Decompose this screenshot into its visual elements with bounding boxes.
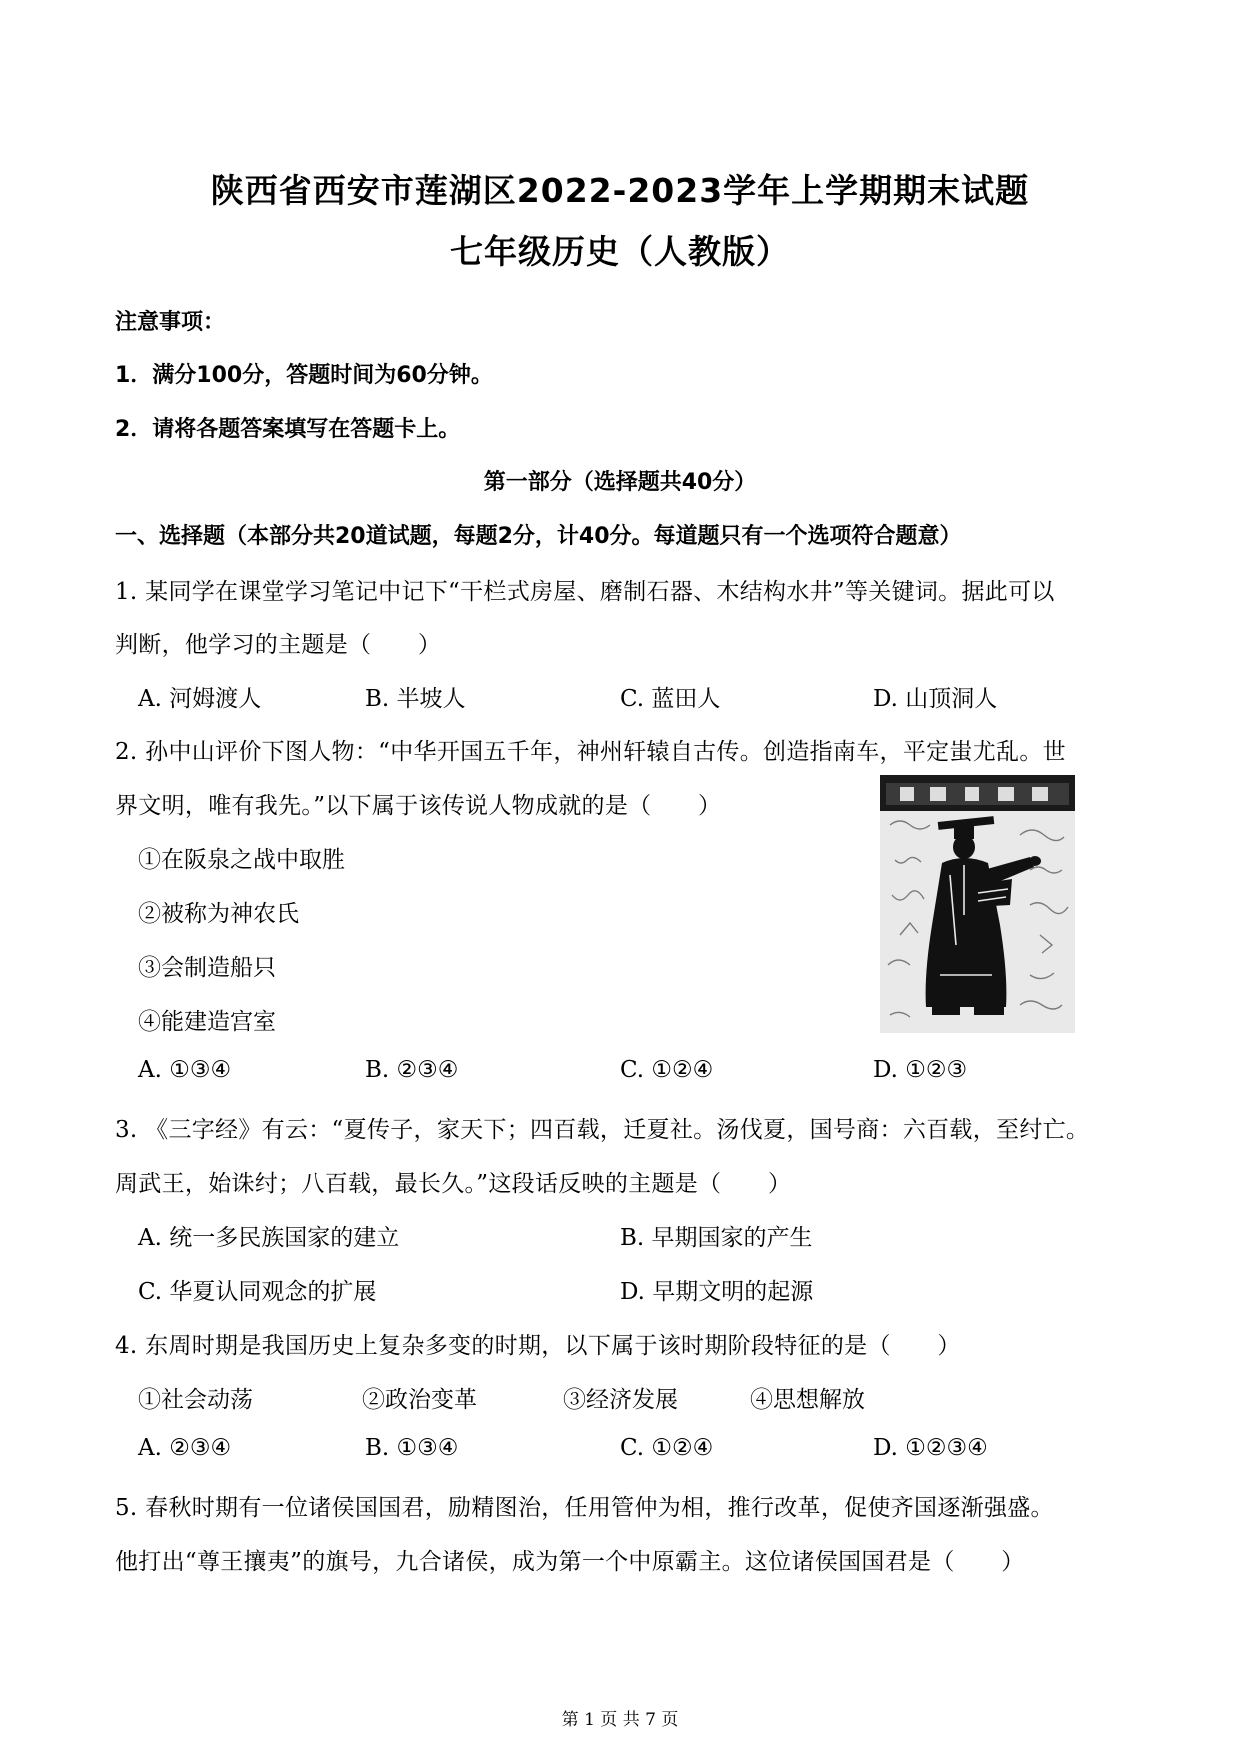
q2-stem-line1: 2. 孙中山评价下图人物：“中华开国五千年，神州轩辕自古传。创造指南车，平定蚩尤乱。世 (115, 739, 1066, 765)
q3-stem-line1: 3. 《三字经》有云：“夏传子，家天下；四百载，迁夏社。汤伐夏，国号商：六百载，至纣亡。 (115, 1117, 1090, 1143)
note-item-1: 1．满分100分，答题时间为60分钟。 (115, 363, 493, 388)
q3-option-b: B. 早期国家的产生 (620, 1225, 813, 1251)
q4-option-d: D. ①②③④ (873, 1435, 988, 1461)
notes-heading: 注意事项： (115, 310, 226, 335)
q4-option-b: B. ①③④ (365, 1435, 459, 1461)
q2-option-d: D. ①②③ (873, 1057, 968, 1083)
q2-item-3: ③会制造船只 (138, 955, 276, 981)
q2-option-a: A. ①③④ (138, 1057, 232, 1083)
q1-option-d: D. 山顶洞人 (873, 686, 998, 712)
q4-item-2: ②政治变革 (362, 1387, 477, 1413)
exam-title: 陕西省西安市莲湖区2022-2023学年上学期期末试题 (210, 171, 1030, 210)
q2-item-2: ②被称为神农氏 (138, 901, 299, 927)
q4-item-3: ③经济发展 (563, 1387, 678, 1413)
q3-stem-line2: 周武王，始诛纣；八百载，最长久。”这段话反映的主题是（ ） (115, 1171, 792, 1197)
q2-option-c: C. ①②④ (620, 1057, 714, 1083)
q4-item-4: ④思想解放 (750, 1387, 865, 1413)
q4-option-a: A. ②③④ (138, 1435, 232, 1461)
q4-item-1: ①社会动荡 (138, 1387, 253, 1413)
q3-option-a: A. 统一多民族国家的建立 (138, 1225, 400, 1251)
q1-stem-line1: 1. 某同学在课堂学习笔记中记下“干栏式房屋、磨制石器、木结构水井”等关键词。据此可以 (115, 579, 1055, 605)
q1-option-a: A. 河姆渡人 (138, 686, 262, 712)
q5-stem-line2: 他打出“尊王攘夷”的旗号，九合诸侯，成为第一个中原霸主。这位诸侯国国君是（ ） (115, 1549, 1025, 1575)
part-title: 第一部分（选择题共40分） (483, 470, 757, 495)
exam-subtitle: 七年级历史（人教版） (450, 232, 790, 271)
stone-relief-portrait-icon (880, 775, 1075, 1033)
q4-option-c: C. ①②④ (620, 1435, 714, 1461)
section-instruction: 一、选择题（本部分共20道试题，每题2分，计40分。每道题只有一个选项符合题意） (115, 524, 962, 549)
page-number: 第 1 页 共 7 页 (561, 1710, 679, 1730)
q1-option-c: C. 蓝田人 (620, 686, 721, 712)
q3-option-d: D. 早期文明的起源 (620, 1279, 814, 1305)
q2-stem-line2: 界文明，唯有我先。”以下属于该传说人物成就的是（ ） (115, 793, 722, 819)
q3-option-c: C. 华夏认同观念的扩展 (138, 1279, 377, 1305)
q1-stem-line2: 判断，他学习的主题是（ ） (115, 632, 442, 658)
note-item-2: 2．请将各题答案填写在答题卡上。 (115, 417, 461, 442)
q4-stem-line1: 4. 东周时期是我国历史上复杂多变的时期，以下属于该时期阶段特征的是（ ） (115, 1333, 961, 1359)
q2-option-b: B. ②③④ (365, 1057, 459, 1083)
q2-item-4: ④能建造宫室 (138, 1009, 276, 1035)
q5-stem-line1: 5. 春秋时期有一位诸侯国国君，励精图治，任用管仲为相，推行改革，促使齐国逐渐强盛。 (115, 1495, 1054, 1521)
q2-item-1: ①在阪泉之战中取胜 (138, 847, 345, 873)
q1-option-b: B. 半坡人 (365, 686, 466, 712)
